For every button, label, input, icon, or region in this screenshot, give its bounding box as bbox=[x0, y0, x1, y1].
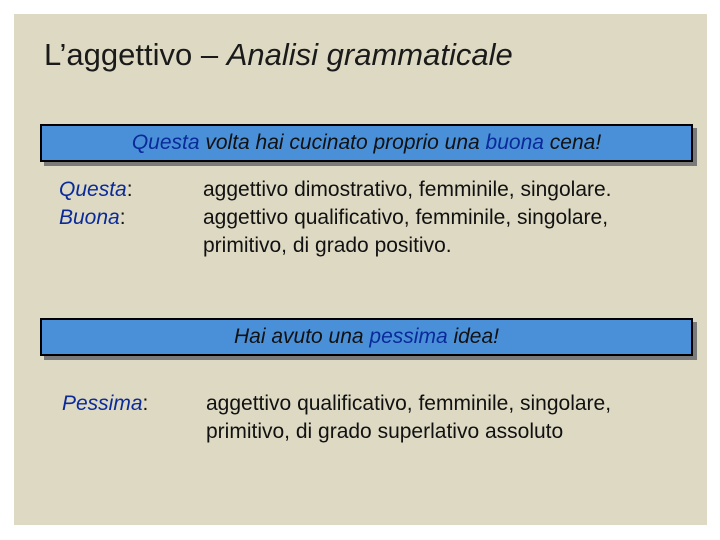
slide bbox=[14, 14, 707, 525]
title-plain: L’aggettivo – bbox=[44, 37, 227, 72]
term-colon: : bbox=[142, 392, 149, 415]
sentence-1-highlight-buona: buona bbox=[485, 131, 544, 154]
sentence-1-middle: volta hai cucinato proprio una bbox=[199, 131, 486, 154]
slide-title bbox=[44, 36, 513, 73]
sentence-2-end: idea! bbox=[447, 325, 499, 348]
sentence-1-highlight-questa: Questa bbox=[131, 131, 200, 154]
definition-questa: aggettivo dimostrativo, femminile, singolare. bbox=[203, 178, 612, 201]
sentence-2-start: Hai avuto una bbox=[233, 325, 370, 348]
example-sentence-banner-2 bbox=[40, 318, 693, 356]
term-label-pessima bbox=[62, 390, 148, 418]
term-questa: Questa bbox=[59, 178, 127, 201]
term-label-buona bbox=[59, 204, 126, 232]
sentence-2-highlight-pessima: pessima bbox=[369, 325, 448, 348]
term-label-questa bbox=[59, 176, 133, 204]
term-pessima: Pessima bbox=[62, 392, 143, 415]
sentence-1-end: cena! bbox=[543, 131, 602, 154]
definition-buona-line-2: primitivo, di grado positivo. bbox=[203, 234, 452, 257]
term-colon: : bbox=[126, 178, 133, 201]
title-italic: Analisi grammaticale bbox=[226, 37, 513, 72]
term-buona: Buona bbox=[59, 206, 120, 229]
definition-pessima-line-1: aggettivo qualificativo, femminile, singolare, bbox=[206, 392, 612, 415]
term-colon: : bbox=[119, 206, 126, 229]
definition-buona-line-1: aggettivo qualificativo, femminile, singolare, bbox=[203, 206, 609, 229]
definition-pessima-line-2: primitivo, di grado superlativo assoluto bbox=[206, 420, 564, 443]
example-sentence-banner-1 bbox=[40, 124, 693, 162]
